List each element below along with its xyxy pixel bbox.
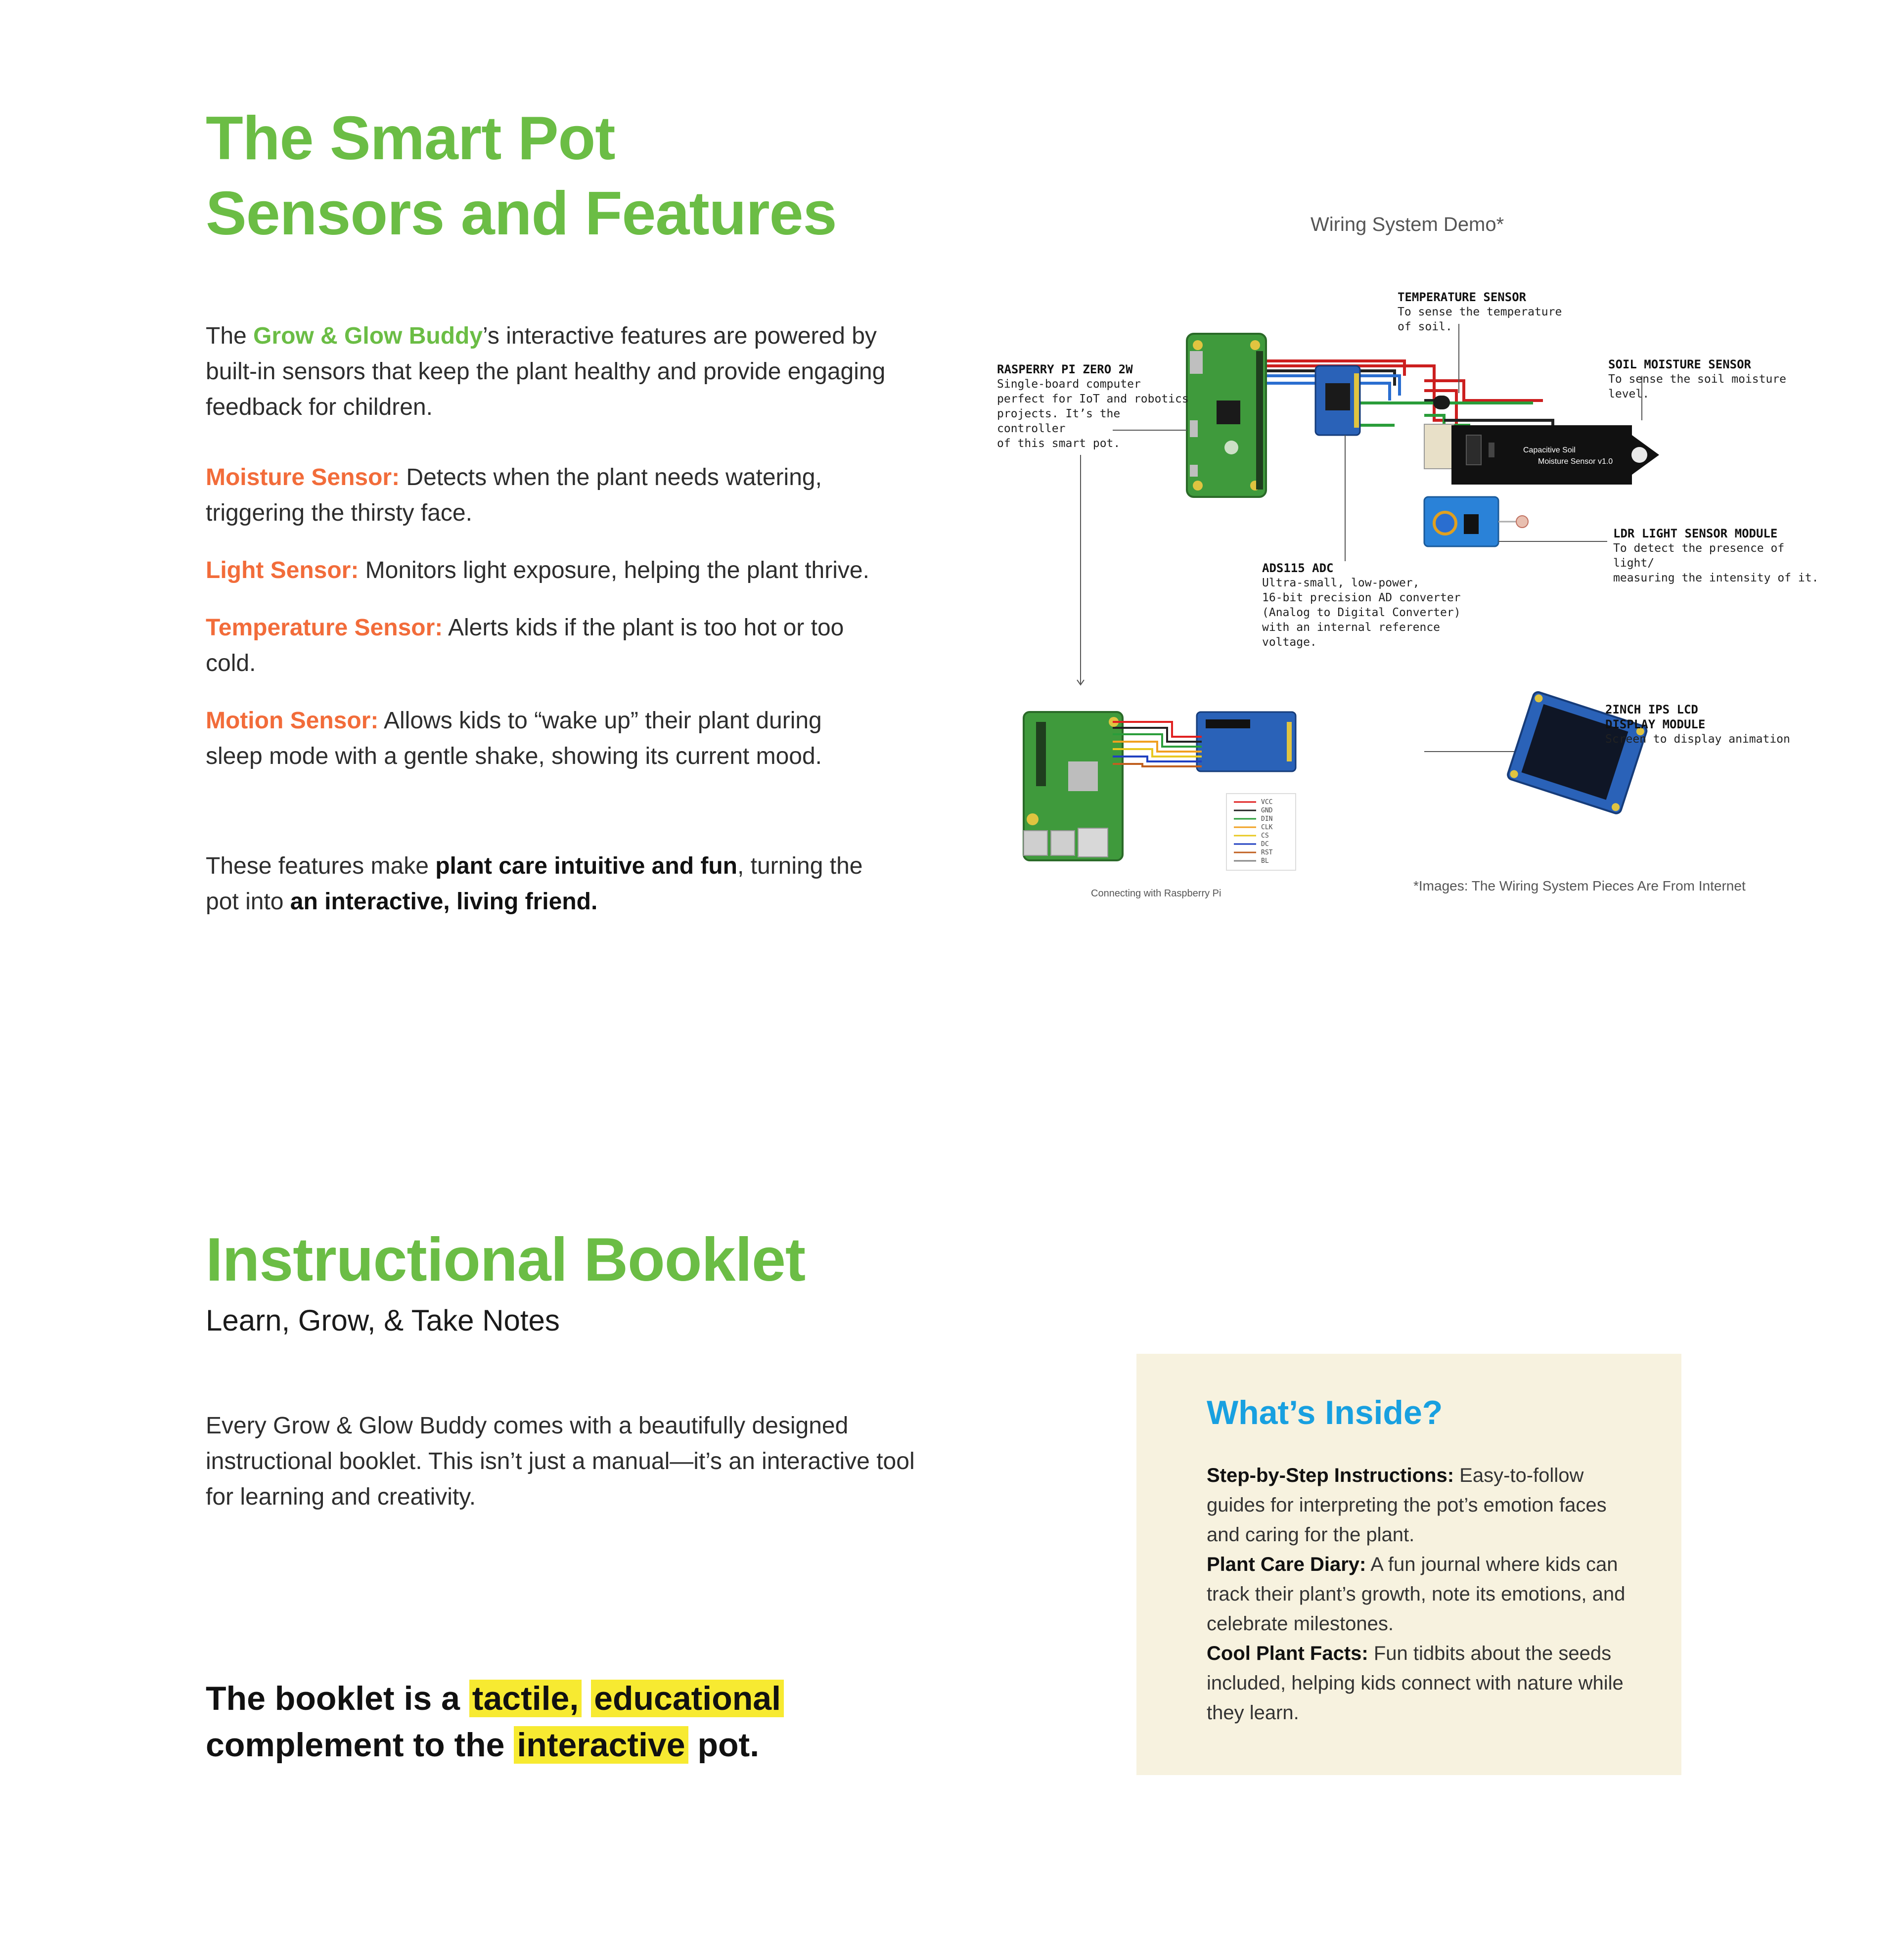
whats-inside-content <box>1207 1393 1642 1728</box>
soil-board-text-1: Capacitive Soil <box>1523 446 1576 454</box>
inside-item-text: A fun journal where kids can track their plant’s growth, note its emotions, and celebrate milestones. <box>1207 1554 1626 1635</box>
label-line: Screen to display animation <box>1605 733 1790 746</box>
label-line: level. <box>1608 388 1650 401</box>
label-rpi-zero <box>997 362 1195 451</box>
label-title: TEMPERATURE SENSOR <box>1398 290 1527 304</box>
raspberry-pi-4 <box>1024 712 1123 860</box>
feature-name: Motion Sensor: <box>206 708 379 734</box>
label-temperature <box>1398 290 1585 334</box>
booklet-intro: Every Grow & Glow Buddy comes with a beautifully designed instructional booklet. This isn’t just a manual—it’s an interactive tool for learning and creativity. <box>206 1413 915 1510</box>
soil-board-text-2: Moisture Sensor v1.0 <box>1538 457 1613 466</box>
pin-legend <box>1226 794 1296 870</box>
inside-item-name: Cool Plant Facts: <box>1207 1643 1368 1664</box>
tagline-a: The booklet is a <box>206 1680 460 1717</box>
inside-item <box>1207 1639 1642 1728</box>
label-line: Single-board computer <box>997 378 1141 391</box>
whats-inside-list <box>1207 1461 1642 1728</box>
tagline-highlight-interactive: interactive <box>514 1726 688 1764</box>
feature-name: Light Sensor: <box>206 557 359 583</box>
label-soil <box>1608 357 1796 401</box>
label-title: ADS115 ADC <box>1262 561 1334 575</box>
feature-name: Temperature Sensor: <box>206 615 443 641</box>
label-title: RASPERRY PI ZERO 2W <box>997 362 1133 376</box>
closing-bold-1: plant care intuitive and fun <box>435 853 737 879</box>
feature-text: Detects when the plant needs watering, triggering the thirsty face. <box>206 464 822 526</box>
feature-name: Moisture Sensor: <box>206 464 400 490</box>
soil-moisture-sensor <box>1424 424 1659 485</box>
label-title: LDR LIGHT SENSOR MODULE <box>1613 527 1778 540</box>
label-line: Ultra-small, low-power, <box>1262 577 1420 589</box>
whats-inside-box <box>1136 1354 1681 1775</box>
label-line: perfect for IoT and robotics <box>997 393 1189 405</box>
tagline-highlight-educational: educational <box>591 1680 784 1717</box>
pin-cs: CS <box>1261 832 1269 840</box>
tagline-highlight-tactile: tactile, <box>469 1680 582 1717</box>
closing-mid: , turning the pot into <box>206 853 863 915</box>
inside-item <box>1207 1461 1642 1550</box>
feature-list <box>206 460 878 796</box>
inside-item <box>1207 1550 1642 1639</box>
caption-right: *Images: The Wiring System Pieces Are From Internet <box>1413 878 1746 893</box>
caption-left: Connecting with Raspberry Pi <box>1091 888 1221 899</box>
lcd-adapter-board <box>1197 712 1296 771</box>
title-line-2: Sensors and Features <box>206 179 837 248</box>
section-title <box>206 101 918 251</box>
feature-moisture <box>206 460 878 531</box>
section-smart-pot <box>206 101 918 251</box>
booklet-tagline <box>206 1675 918 1768</box>
inside-item-name: Step-by-Step Instructions: <box>1207 1465 1454 1486</box>
feature-text: Alerts kids if the plant is too hot or too cold. <box>206 615 844 676</box>
label-title: DISPLAY MODULE <box>1605 717 1706 731</box>
ldr-module <box>1424 497 1528 546</box>
closing-paragraph <box>206 848 878 920</box>
intro-pre: The <box>206 323 254 349</box>
label-line: with an internal reference voltage. <box>1262 621 1441 649</box>
label-lcd <box>1605 702 1803 747</box>
tagline-b: complement to the <box>206 1726 505 1764</box>
label-line: To sense the soil moisture <box>1608 373 1787 386</box>
label-line: To sense the temperature <box>1398 306 1562 318</box>
closing-pre: These features make <box>206 853 436 879</box>
closing-bold-2: an interactive, living friend. <box>290 889 598 915</box>
diagram-title: Wiring System Demo* <box>1311 214 1504 235</box>
pin-gnd: GND <box>1261 807 1273 814</box>
pin-rst: RST <box>1261 849 1273 856</box>
label-line: 16-bit precision AD converter <box>1262 591 1461 604</box>
label-ldr <box>1613 526 1831 585</box>
label-adc <box>1262 561 1499 650</box>
pin-bl: BL <box>1261 857 1269 865</box>
label-line: measuring the intensity of it. <box>1613 572 1819 584</box>
feature-text: Monitors light exposure, helping the plant thrive. <box>359 557 869 583</box>
lcd-wires <box>1113 722 1202 766</box>
temperature-probe <box>1433 396 1450 409</box>
feature-motion <box>206 703 878 774</box>
feature-text: Allows kids to “wake up” their plant during sleep mode with a gentle shake, showing its current mood. <box>206 708 822 769</box>
inside-item-text: Easy-to-follow guides for interpreting the pot’s emotion faces and caring for the plant. <box>1207 1465 1607 1546</box>
pin-dc: DC <box>1261 841 1269 848</box>
label-line: projects. It’s the controller <box>997 407 1121 435</box>
adc-board <box>1315 366 1360 435</box>
inside-item-text: Fun tidbits about the seeds included, helping kids connect with nature while they learn. <box>1207 1643 1624 1724</box>
inside-item-name: Plant Care Diary: <box>1207 1554 1366 1575</box>
label-title: SOIL MOISTURE SENSOR <box>1608 357 1751 371</box>
label-line: (Analog to Digital Converter) <box>1262 606 1461 619</box>
brand-name: Grow & Glow Buddy <box>253 323 483 349</box>
tagline-c: pot. <box>697 1726 760 1764</box>
label-line: To detect the presence of light/ <box>1613 542 1785 570</box>
label-line: of this smart pot. <box>997 437 1121 450</box>
intro-paragraph <box>206 318 898 425</box>
feature-temperature <box>206 610 878 681</box>
label-line: of soil. <box>1398 320 1452 333</box>
feature-light <box>206 553 878 588</box>
whats-inside-title: What’s Inside? <box>1207 1394 1443 1431</box>
booklet-title: Instructional Booklet <box>206 1226 806 1294</box>
pin-clk: CLK <box>1261 824 1273 831</box>
label-title: 2INCH IPS LCD <box>1605 703 1698 716</box>
booklet-subtitle: Learn, Grow, & Take Notes <box>206 1304 560 1337</box>
pin-din: DIN <box>1261 815 1273 823</box>
title-line-1: The Smart Pot <box>206 104 615 173</box>
pin-vcc: VCC <box>1261 799 1273 806</box>
raspberry-pi-zero <box>1187 334 1266 497</box>
intro-post: ’s interactive features are powered by built-in sensors that keep the plant healthy and provide engaging feedback for children. <box>206 323 886 420</box>
